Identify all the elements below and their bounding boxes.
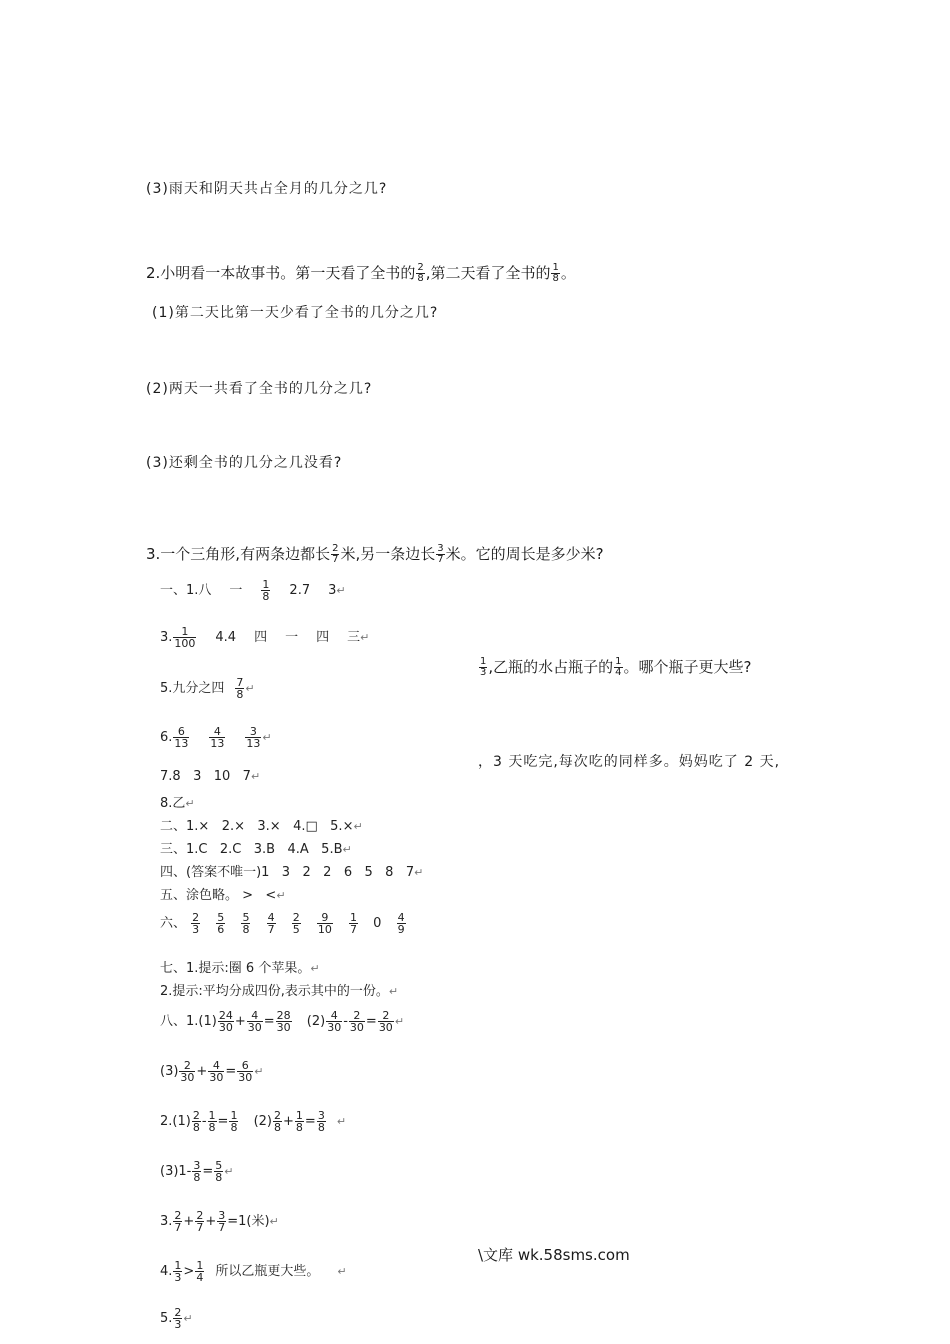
answer-section-2: 二、1.× 2.× 3.× 4.□ 5.×↵: [160, 819, 363, 834]
answer-section-8-1: 八、1.(1) $\frac{24}{30}$ + $\frac{4}{30}$ = $\frac{28}{30}$ (2) $\frac{4}{30}$ - $\frac{2}{30}$ = $\frac{2}{30}$ ↵: [160, 1009, 405, 1034]
answer-section-7-2: 2.提示:平均分成四份,表示其中的一份。↵: [160, 984, 399, 999]
answer-section-7-1: 七、1.提示:圈 6 个苹果。↵: [160, 961, 320, 976]
answer-6: 6. $\frac{6}{13}$ $\frac{4}{13}$ $\frac{3}{13}$ ↵: [160, 725, 272, 750]
fraction: $\frac{1}{3}$: [480, 656, 487, 678]
answer-section-8-4: 4. $\frac{1}{3}$ > $\frac{1}{4}$ 所以乙瓶更大些。 ↵: [160, 1259, 347, 1284]
fraction: $\frac{3}{7}$: [437, 543, 444, 565]
answer-7: 7.8 3 10 7↵: [160, 769, 261, 784]
question-2-part-2: (2)两天一共看了全书的几分之几?: [146, 381, 373, 397]
fraction: $\frac{2}{7}$: [332, 543, 339, 565]
question-5-partial: ，3 天吃完,每次吃的同样多。妈妈吃了 2 天,: [478, 754, 781, 770]
question-2-part-1: (1)第二天比第一天少看了全书的几分之几?: [152, 305, 439, 321]
answer-section-8-5: 5. $\frac{2}{3}$ ↵: [160, 1306, 193, 1331]
answer-section-5: 五、涂色略。 > <↵: [160, 888, 286, 903]
fraction: $\frac{2}{8}$: [417, 262, 424, 284]
answer-8: 8.乙↵: [160, 796, 195, 811]
answer-1: 一、1.八 一 $\frac{1}{8}$ 2.7 3↵: [160, 578, 346, 603]
answer-section-6: 六、 $\frac{2}{3}$ $\frac{5}{6}$ $\frac{5}{8}$ $\frac{4}{7}$ $\frac{2}{5}$ $\frac{9}{10}$ $\frac{1}{7}$ 0 $\frac{4}{9}$: [160, 911, 405, 936]
question-1-part-3: (3)雨天和阴天共占全月的几分之几?: [146, 181, 388, 197]
fraction: $\frac{1}{8}$: [552, 262, 559, 284]
answer-section-4: 四、(答案不唯一)1 3 2 2 6 5 8 7↵: [160, 865, 424, 880]
answer-section-8-2-3: (3)1- $\frac{3}{8}$ = $\frac{5}{8}$ ↵: [160, 1159, 234, 1184]
answer-5: 5.九分之四 $\frac{7}{8}$ ↵: [160, 676, 255, 701]
answer-section-8-3: 3. $\frac{2}{7}$ + $\frac{2}{7}$ + $\frac{3}{7}$ =1(米)↵: [160, 1209, 279, 1234]
watermark: \文库 wk.58sms.com: [478, 1246, 630, 1264]
answer-3: 3. $\frac{1}{100}$ 4.4 四 一 四 三↵: [160, 625, 370, 650]
answer-section-8-1-3: (3) $\frac{2}{30}$ + $\frac{4}{30}$ = $\frac{6}{30}$ ↵: [160, 1059, 264, 1084]
answer-section-8-2: 2.(1) $\frac{2}{8}$ - $\frac{1}{8}$ = $\frac{1}{8}$ (2) $\frac{2}{8}$ + $\frac{1}{8}$ = $\frac{3}{8}$ ↵: [160, 1109, 347, 1134]
question-4-partial: $\frac{1}{3}$ ,乙瓶的水占瓶子的 $\frac{1}{4}$ 。哪个瓶子更大些?: [480, 656, 752, 678]
fraction: $\frac{1}{4}$: [615, 656, 622, 678]
question-3-stem: 3.一个三角形,有两条边都长 $\frac{2}{7}$ 米,另一条边长 $\frac{3}{7}$ 米。它的周长是多少米?: [146, 543, 604, 565]
question-2-stem: 2.小明看一本故事书。第一天看了全书的 $\frac{2}{8}$ ,第二天看了全书的 $\frac{1}{8}$ 。: [146, 262, 576, 284]
answer-section-3: 三、1.C 2.C 3.B 4.A 5.B↵: [160, 842, 352, 857]
question-2-part-3: (3)还剩全书的几分之几没看?: [146, 455, 343, 471]
